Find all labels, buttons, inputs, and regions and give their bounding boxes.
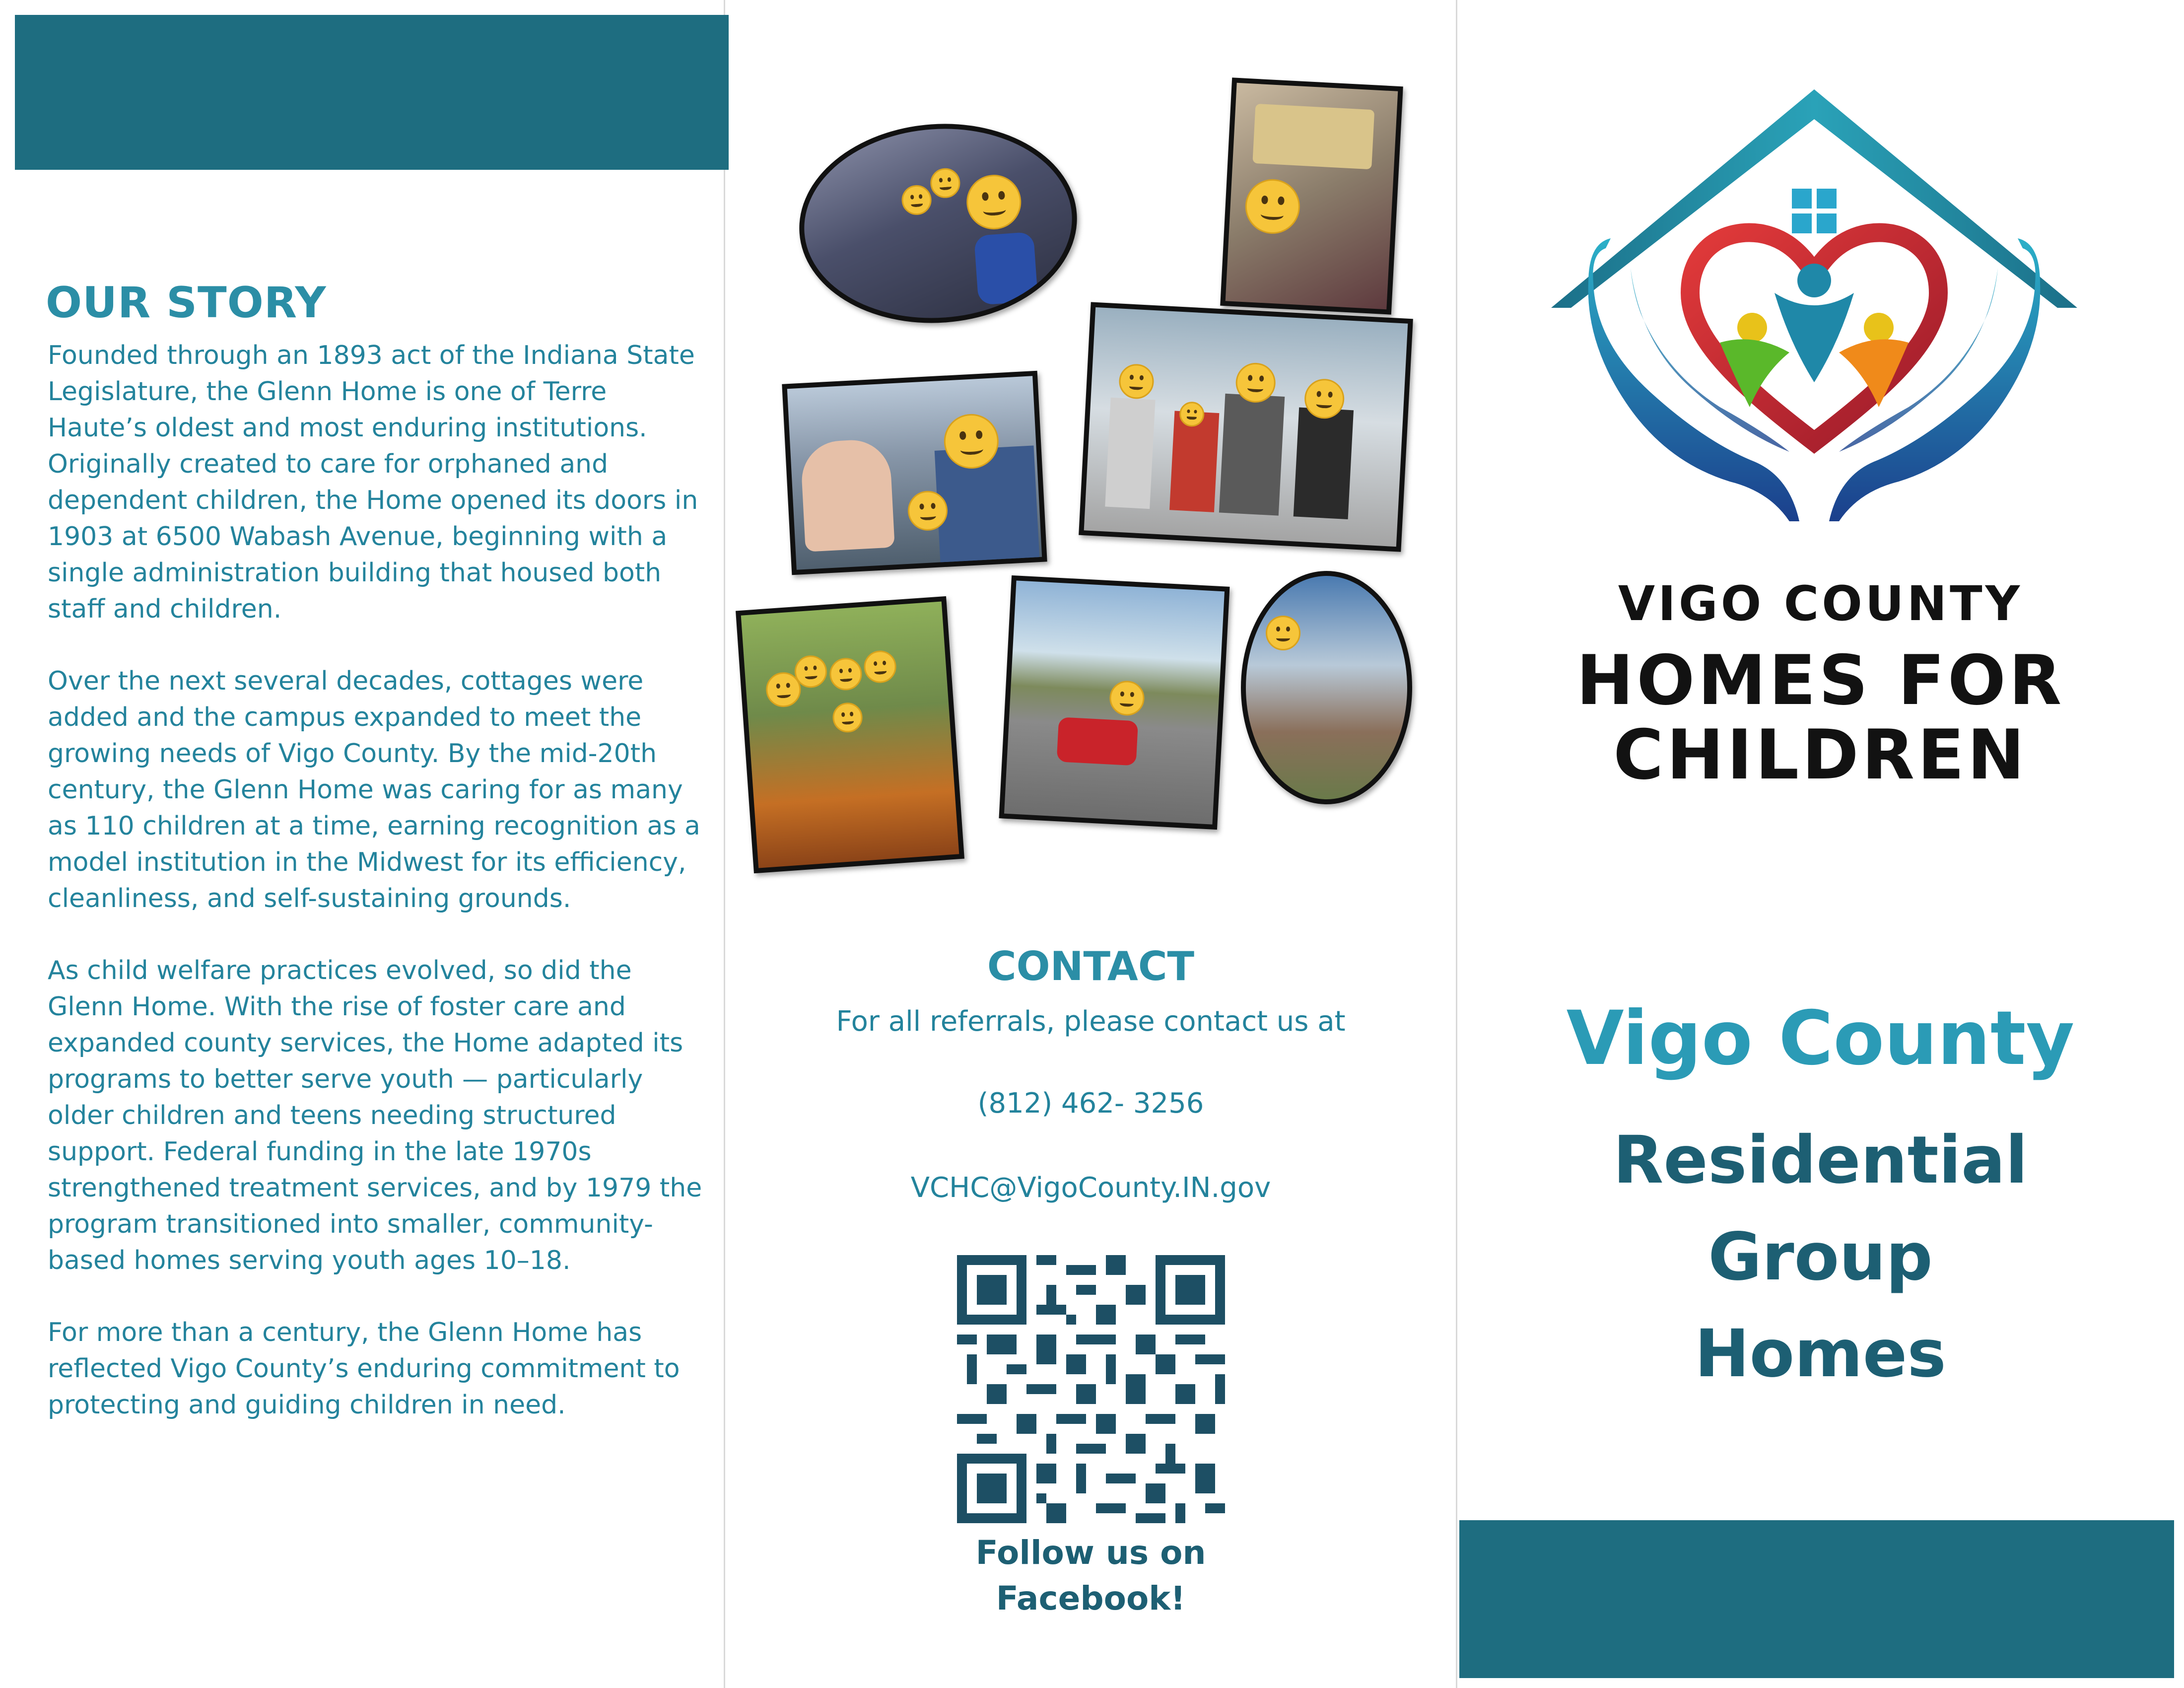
facebook-qr-code[interactable] [957,1255,1225,1523]
story-paragraph: For more than a century, the Glenn Home has reflected Vigo County’s enduring commitment to protecting and guiding children in need. [48,1318,680,1420]
logo-text-children: CHILDREN [1613,715,2028,795]
selfie-photo [782,371,1047,575]
booth-photo [1241,571,1412,804]
fold-line [724,0,725,1688]
top-accent-bar [15,15,729,170]
field-trip-photo [1079,302,1413,552]
bottom-accent-bar [1459,1520,2174,1678]
logo-text-homes-for: HOMES FOR [1576,640,2065,720]
follow-line-1: Follow us on [975,1534,1206,1572]
activity-photo [1220,77,1403,314]
house-hands-heart-logo-icon [1541,84,2087,561]
story-paragraph: Over the next several decades, cottages were added and the campus expanded to meet the growing needs of Vigo County. By the mid-20th century, the Glenn Home was caring for as many as 110 children at a time, earning recognition as a model institution in the Midwest for its efficiency, cleanliness, and self-sustaining grounds. [48,666,700,914]
story-body [48,338,703,1459]
group-photo [793,115,1084,332]
subtitle-vigo-county: Vigo County [1566,995,2075,1082]
phone-number[interactable]: (812) 462- 3256 [977,1087,1204,1120]
contact-intro: For all referrals, please contact us at [836,1005,1346,1038]
our-story-heading: OUR STORY [46,278,327,328]
contact-heading: CONTACT [987,943,1195,989]
title-group: Group [1708,1219,1933,1295]
follow-us-text [725,1530,1457,1621]
logo-text-vigo-county: VIGO COUNTY [1618,576,2023,632]
title-residential: Residential [1613,1122,2028,1198]
email-address[interactable]: VCHC@VigoCounty.IN.gov [910,1172,1271,1204]
follow-line-2: Facebook! [996,1579,1186,1618]
story-paragraph: As child welfare practices evolved, so did the Glenn Home. With the rise of foster care and expanded county services, the Home adapted its programs to better serve youth — particularly older children and teens needing structured support. Federal funding in the late 1970s strengthened treatment services, and by 1979 the program transitioned into smaller, community-based homes serving youth ages 10–18. [48,956,702,1275]
story-paragraph: Founded through an 1893 act of the Indiana State Legislature, the Glenn Home is one of Terre Haute’s oldest and most enduring institutions. Originally created to care for orphaned and dependent children, the Home opened its doors in 1903 at 6500 Wabash Avenue, beginning with a single administration building that housed both staff and children. [48,341,698,624]
pumpkin-patch-photo [736,596,964,873]
fold-line [1456,0,1457,1688]
title-homes: Homes [1695,1316,1946,1392]
wagon-photo [999,575,1229,830]
